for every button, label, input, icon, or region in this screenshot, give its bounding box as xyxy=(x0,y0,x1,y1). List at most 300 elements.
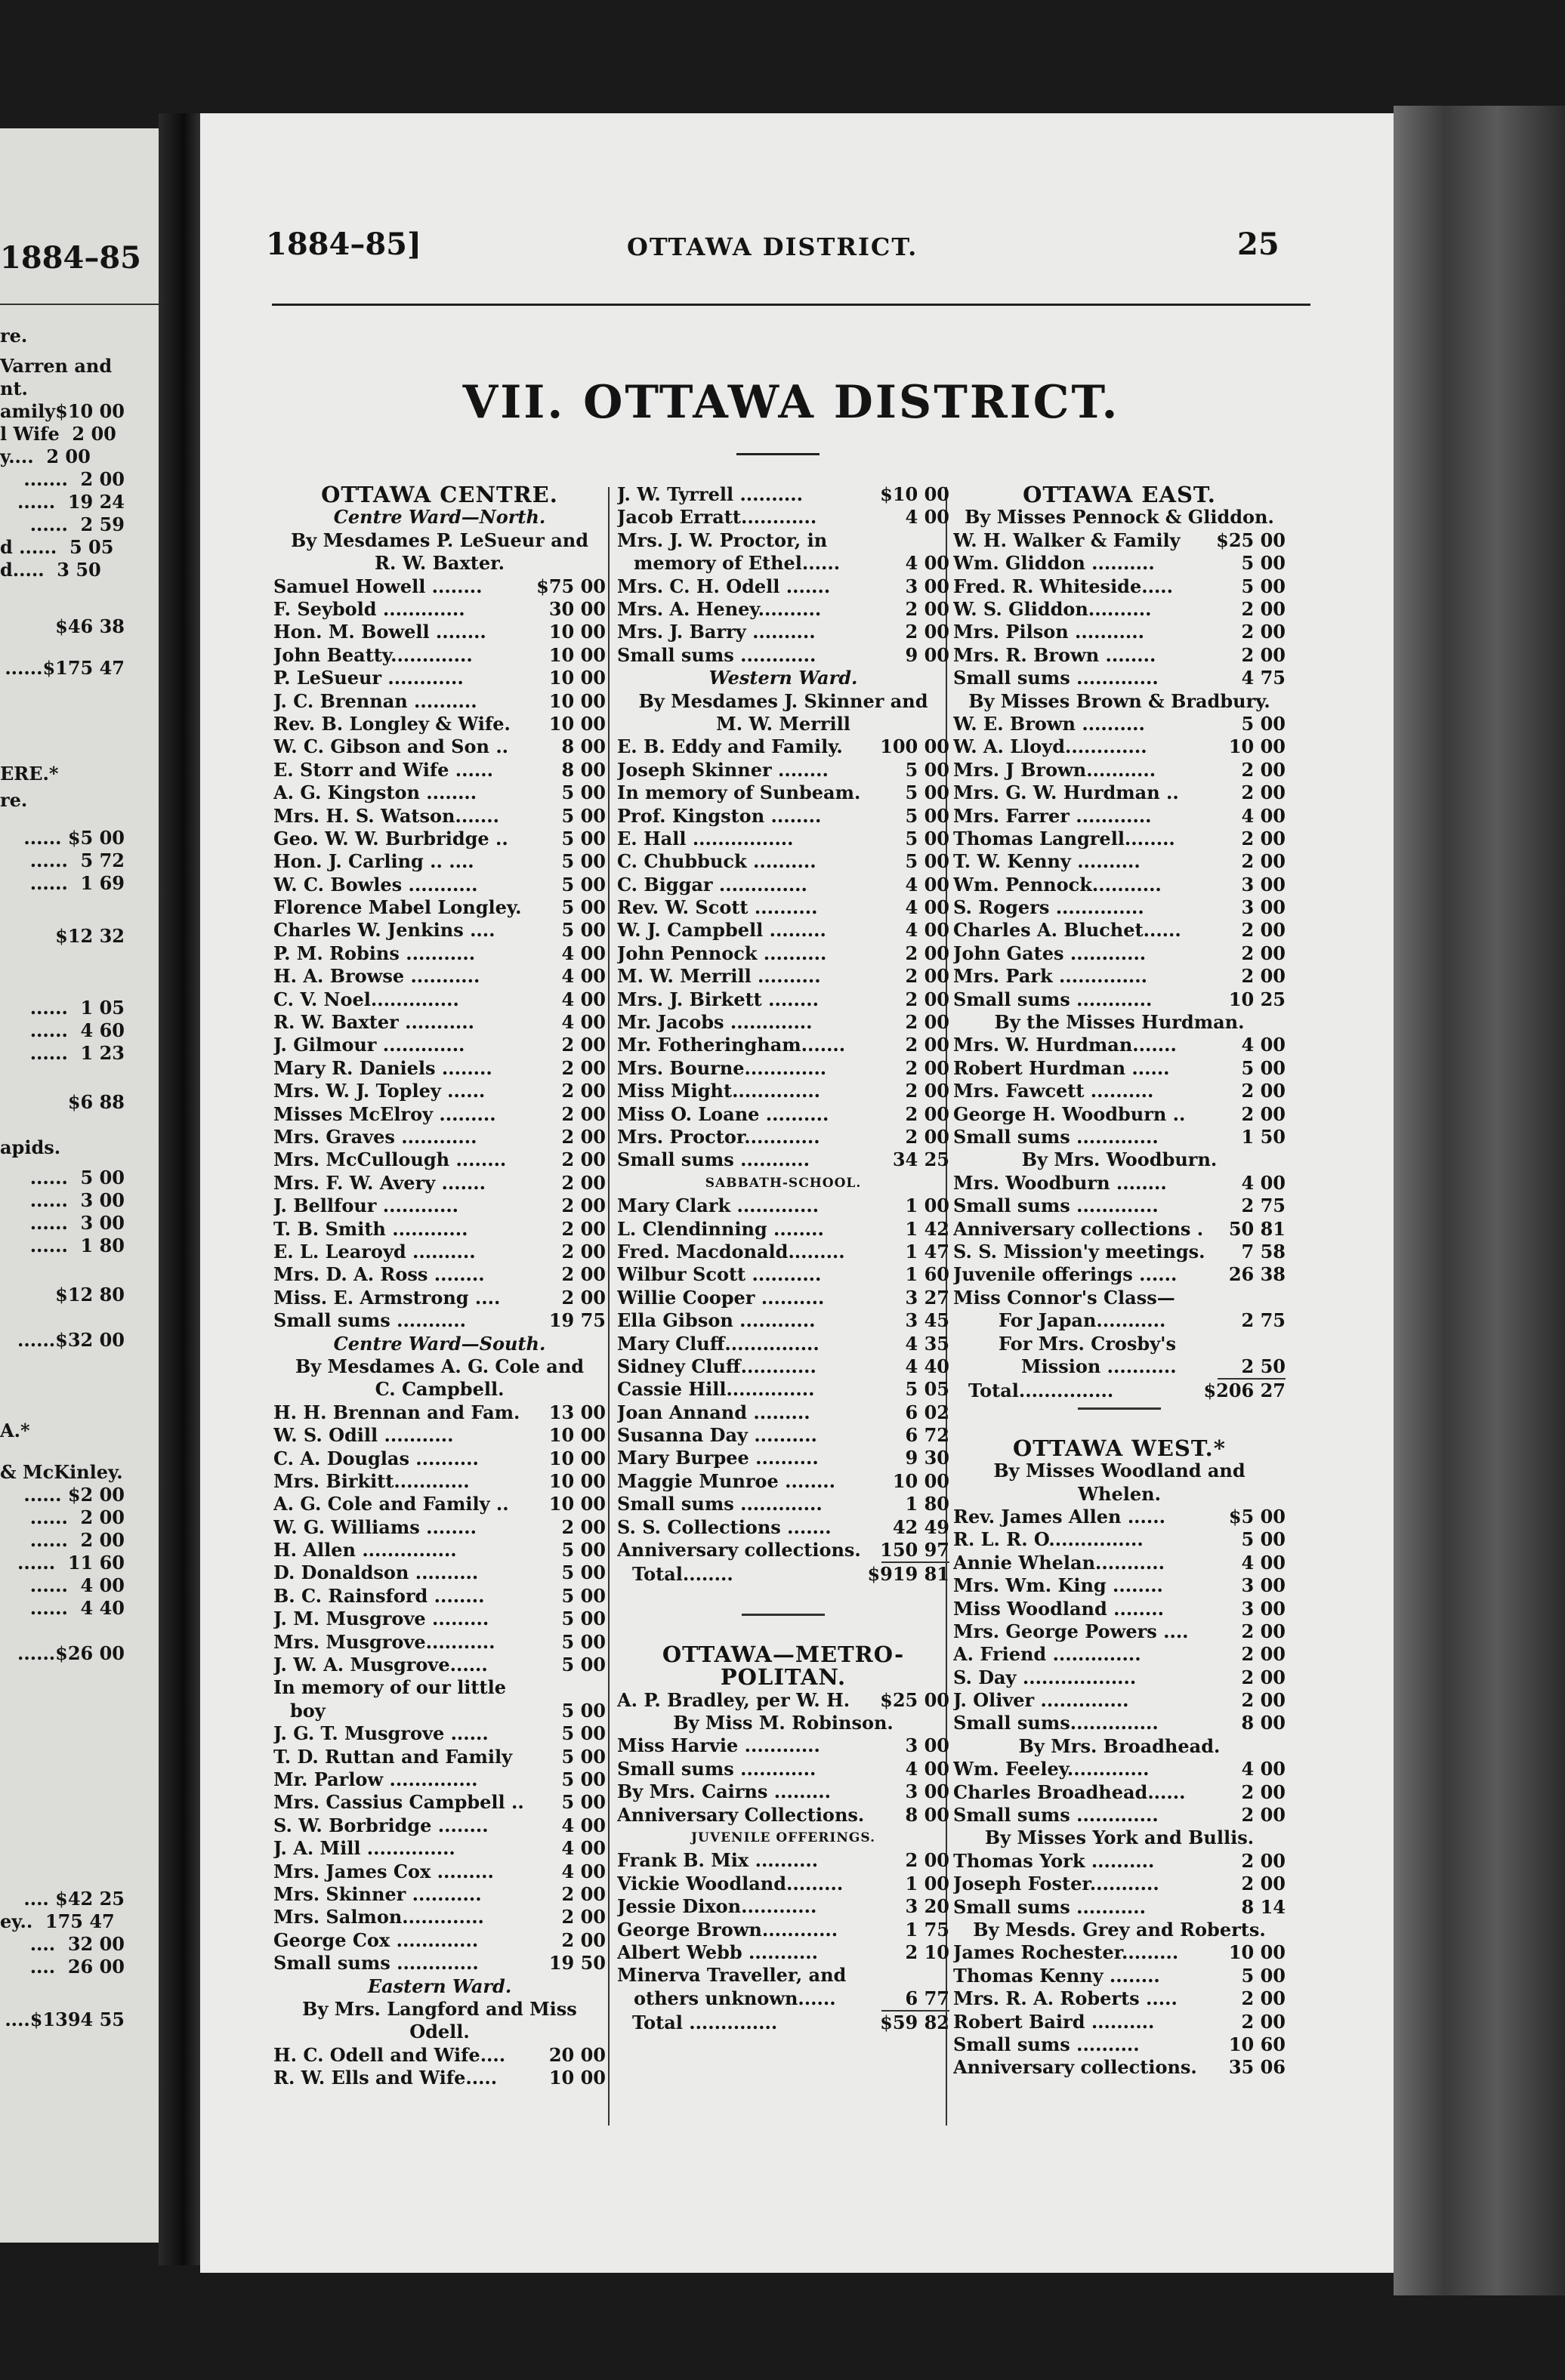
entry-name: Small sums ............. xyxy=(953,667,1159,689)
entry-amount: 2 00 xyxy=(1241,1643,1286,1666)
left-page-line: ....... 2 00 xyxy=(23,468,125,490)
entry-name: Samuel Howell ........ xyxy=(273,575,483,597)
entry-name: For Mrs. Crosby's xyxy=(999,1332,1177,1355)
entry-row xyxy=(953,1689,1286,1712)
entry-amount: 5 00 xyxy=(561,1699,606,1722)
entry-amount: 2 00 xyxy=(1241,621,1286,643)
entry-amount: 9 00 xyxy=(905,643,949,666)
entry-name: Small sums ............ xyxy=(953,988,1153,1010)
entry-name: Mrs. W. J. Topley ...... xyxy=(273,1080,486,1102)
entry-row xyxy=(617,1689,949,1712)
left-page-line: ...... 4 40 xyxy=(29,1597,125,1619)
entry-row xyxy=(273,1746,606,1768)
entry-name: Mrs. Proctor............ xyxy=(617,1126,820,1148)
entry-row xyxy=(617,483,949,506)
entry-amount: 150 97 xyxy=(880,1539,949,1561)
entry-name: Juvenile offerings ...... xyxy=(953,1263,1178,1286)
entry-row xyxy=(273,1516,606,1539)
entry-row xyxy=(273,805,606,828)
entry-amount: 5 00 xyxy=(905,758,949,781)
entry-name: Annie Whelan........... xyxy=(953,1551,1165,1574)
entry-amount: 5 00 xyxy=(561,827,606,849)
entry-name: Joseph Foster........... xyxy=(953,1873,1159,1895)
entry-amount: 5 00 xyxy=(561,850,606,873)
collector-line: By Mesds. Grey and Roberts. xyxy=(973,1919,1266,1941)
entry-row xyxy=(273,1585,606,1608)
entry-amount: 5 00 xyxy=(1241,712,1286,735)
entry-amount: 5 00 xyxy=(561,782,606,804)
left-page-line: ......$175 47 xyxy=(5,657,125,679)
entry-amount: 8 00 xyxy=(561,758,606,781)
entry-amount: 5 00 xyxy=(561,919,606,942)
entry-amount: 4 75 xyxy=(1241,667,1286,689)
entry-amount: 10 00 xyxy=(548,1424,606,1447)
total-row xyxy=(617,2012,949,2034)
entry-name: In memory of our little xyxy=(273,1676,506,1699)
entry-name: S. Day .................. xyxy=(953,1666,1137,1688)
entry-row xyxy=(953,1941,1286,1964)
entry-row xyxy=(273,1080,606,1102)
entry-amount: 1 47 xyxy=(905,1240,949,1262)
entry-row xyxy=(953,1528,1286,1551)
header-left: 1884–85] xyxy=(266,227,421,262)
entry-row xyxy=(273,1539,606,1561)
section-heading: OTTAWA CENTRE. xyxy=(321,482,558,507)
entry-amount: 10 60 xyxy=(1228,2033,1286,2055)
entry-name: George Brown............ xyxy=(617,1918,838,1941)
section-rule xyxy=(1078,1407,1161,1410)
section-subheading: JUVENILE OFFERINGS. xyxy=(691,1830,875,1846)
entry-name: Mrs. Bourne............. xyxy=(617,1056,827,1079)
left-page-rule xyxy=(0,304,159,305)
entry-name: Mrs. H. S. Watson....... xyxy=(273,804,499,827)
entry-amount: 6 77 xyxy=(905,1987,949,2009)
entry-amount: 50 81 xyxy=(1228,1217,1286,1240)
column-2 xyxy=(617,483,949,2035)
entry-name: L. Clendinning ........ xyxy=(617,1217,824,1240)
entry-amount: 4 00 xyxy=(561,1814,606,1836)
entry-row xyxy=(953,1552,1286,1574)
book-gutter xyxy=(159,113,200,2265)
entry-name: Mrs. J Brown........... xyxy=(953,758,1156,781)
entry-amount: 10 00 xyxy=(548,643,606,666)
entry-name: Rev. B. Longley & Wife. xyxy=(273,712,511,735)
entry-row xyxy=(273,735,606,758)
entry-row xyxy=(273,965,606,988)
entry-name: Mary R. Daniels ........ xyxy=(273,1056,492,1079)
entry-name: Susanna Day .......... xyxy=(617,1424,817,1447)
entry-name: memory of Ethel...... xyxy=(634,552,841,575)
entry-row xyxy=(617,575,949,598)
entry-name: Jacob Erratt............ xyxy=(617,506,817,529)
total-amount: $59 82 xyxy=(880,2012,949,2034)
entry-name: J. W. A. Musgrove...... xyxy=(273,1654,488,1676)
entry-row xyxy=(273,1768,606,1791)
total-label: Total........ xyxy=(632,1563,733,1586)
entry-row xyxy=(617,1263,949,1286)
entry-row xyxy=(273,1700,606,1722)
entry-row xyxy=(617,1804,949,1827)
collector-line: C. Campbell. xyxy=(375,1378,505,1401)
entry-name: Thomas York .......... xyxy=(953,1849,1155,1872)
entry-name: J. G. T. Musgrove ...... xyxy=(273,1722,489,1745)
entry-name: Wilbur Scott ........... xyxy=(617,1263,822,1286)
entry-row xyxy=(953,529,1286,552)
entry-name: J. Bellfour ............ xyxy=(273,1195,459,1217)
left-page-line: ...... 11 60 xyxy=(17,1552,125,1574)
entry-amount: 2 00 xyxy=(1241,782,1286,804)
entry-row xyxy=(617,1333,949,1355)
entry-amount: 5 00 xyxy=(561,1561,606,1584)
entry-row xyxy=(953,735,1286,758)
left-page-line: ...... 3 00 xyxy=(29,1212,125,1234)
entry-name: Joan Annand ......... xyxy=(617,1401,810,1423)
entry-row xyxy=(273,644,606,667)
entry-amount: 4 00 xyxy=(561,1011,606,1034)
entry-row xyxy=(617,1103,949,1126)
entry-row xyxy=(273,1011,606,1034)
entry-name: Charles A. Bluchet...... xyxy=(953,919,1181,942)
entry-name: W. G. Williams ........ xyxy=(273,1515,477,1538)
entry-amount: 10 00 xyxy=(1228,1941,1286,1964)
entry-amount: 2 00 xyxy=(905,1034,949,1056)
entry-name: E. Storr and Wife ...... xyxy=(273,758,493,781)
entry-amount: 4 00 xyxy=(1241,1171,1286,1194)
entry-row xyxy=(273,1906,606,1928)
entry-amount: 5 00 xyxy=(1241,1964,1286,1987)
entry-amount: 4 00 xyxy=(1241,1551,1286,1574)
entry-name: P. LeSueur ............ xyxy=(273,667,464,689)
left-page-line: l Wife 2 00 xyxy=(0,423,116,445)
left-page-line: A.* xyxy=(0,1420,30,1441)
entry-name: Mr. Jacobs ............. xyxy=(617,1011,813,1034)
left-page-line: .... $42 25 xyxy=(23,1888,125,1910)
entry-amount: 1 75 xyxy=(905,1918,949,1941)
entry-amount: 2 00 xyxy=(561,1080,606,1102)
entry-name: S. Rogers .............. xyxy=(953,896,1144,919)
entry-name: S. W. Borbridge ........ xyxy=(273,1814,489,1836)
entry-row xyxy=(273,1195,606,1217)
entry-row xyxy=(273,1401,606,1424)
entry-row xyxy=(273,1493,606,1515)
entry-amount: 3 00 xyxy=(1241,896,1286,919)
entry-name: Mrs. C. H. Odell ....... xyxy=(617,575,831,597)
entry-name: T. D. Ruttan and Family xyxy=(273,1745,513,1768)
left-page-line: ...... 19 24 xyxy=(17,491,125,513)
entry-amount: 4 00 xyxy=(1241,1034,1286,1056)
entry-amount: 10 00 xyxy=(548,689,606,712)
entry-row xyxy=(617,1378,949,1401)
entry-row xyxy=(953,965,1286,988)
entry-row xyxy=(617,552,949,575)
entry-amount: 8 14 xyxy=(1241,1895,1286,1918)
entry-amount: 5 00 xyxy=(561,1654,606,1676)
entry-name: C. A. Douglas .......... xyxy=(273,1447,479,1469)
left-page-line: d..... 3 50 xyxy=(0,559,101,581)
entry-name: Mr. Fotheringham....... xyxy=(617,1034,846,1056)
entry-amount: 2 00 xyxy=(905,1102,949,1125)
entry-name: Fred. R. Whiteside..... xyxy=(953,575,1174,597)
entry-amount: 3 00 xyxy=(1241,1597,1286,1620)
entry-name: Charles W. Jenkins .... xyxy=(273,919,495,942)
entry-amount: 3 27 xyxy=(905,1286,949,1309)
left-page-line: ...... 1 23 xyxy=(29,1042,125,1064)
entry-name: Small sums ............. xyxy=(953,1195,1159,1217)
entry-amount: 2 00 xyxy=(561,1217,606,1240)
entry-amount: 4 00 xyxy=(905,919,949,942)
entry-row xyxy=(273,1424,606,1447)
entry-name: Small sums .......... xyxy=(953,2033,1140,2055)
entry-name: Mrs. Cassius Campbell .. xyxy=(273,1791,524,1814)
entry-amount: 5 00 xyxy=(561,896,606,919)
left-page-line: amily$10 00 xyxy=(0,400,125,422)
entry-row xyxy=(617,1873,949,1895)
entry-name: Mrs. Pilson ........... xyxy=(953,621,1144,643)
entry-row xyxy=(953,1804,1286,1827)
ward-heading: Centre Ward—South. xyxy=(333,1332,546,1355)
entry-name: Anniversary collections . xyxy=(953,1217,1204,1240)
page-number: 25 xyxy=(1237,227,1279,262)
entry-amount: 2 00 xyxy=(905,621,949,643)
entry-name: Mrs. Fawcett .......... xyxy=(953,1080,1154,1102)
entry-amount: 2 00 xyxy=(561,1056,606,1079)
entry-amount: 26 38 xyxy=(1228,1263,1286,1286)
entry-name: Ella Gibson ............ xyxy=(617,1309,816,1332)
entry-name: Mrs. G. W. Hurdman .. xyxy=(953,782,1179,804)
entry-name: Mrs. R. Brown ........ xyxy=(953,643,1156,666)
entry-row xyxy=(953,575,1286,598)
entry-row xyxy=(617,644,949,667)
entry-amount: 10 00 xyxy=(1228,735,1286,758)
header-rule xyxy=(272,304,1310,306)
entry-name: A. P. Bradley, per W. H. xyxy=(617,1688,850,1711)
entry-amount: 2 00 xyxy=(1241,1102,1286,1125)
entry-row xyxy=(273,1034,606,1056)
total-amount: $919 81 xyxy=(867,1563,949,1586)
entry-amount: 4 35 xyxy=(905,1332,949,1355)
entry-amount: 5 00 xyxy=(561,1791,606,1814)
entry-amount: 34 25 xyxy=(892,1148,949,1171)
entry-amount: 5 00 xyxy=(905,827,949,849)
entry-amount: 2 00 xyxy=(1241,597,1286,620)
entry-amount: 2 10 xyxy=(905,1941,949,1963)
spacer xyxy=(617,1586,949,1609)
left-page-line: d ...... 5 05 xyxy=(0,536,114,558)
entry-name: W. S. Gliddon.......... xyxy=(953,597,1152,620)
entry-amount: 35 06 xyxy=(1228,2056,1286,2079)
entry-row xyxy=(617,1241,949,1263)
entry-row xyxy=(953,598,1286,621)
entry-amount: 5 00 xyxy=(1241,575,1286,597)
entry-amount: 10 00 xyxy=(548,1493,606,1515)
entry-amount: 2 00 xyxy=(561,1148,606,1171)
page-title: VII. OTTAWA DISTRICT. xyxy=(462,376,1120,429)
entry-row xyxy=(953,2056,1286,2079)
entry-amount: 4 00 xyxy=(561,965,606,988)
entry-name: S. S. Mission'y meetings. xyxy=(953,1240,1205,1262)
entry-row xyxy=(953,644,1286,667)
entry-row xyxy=(953,1712,1286,1734)
left-page-line: Varren and xyxy=(0,355,113,377)
entry-row xyxy=(617,1355,949,1378)
entry-name: Mrs. McCullough ........ xyxy=(273,1148,507,1171)
entry-name: John Beatty............. xyxy=(273,643,473,666)
entry-amount: 6 72 xyxy=(905,1424,949,1447)
entry-name: Wm. Pennock........... xyxy=(953,873,1162,896)
entry-amount: 5 00 xyxy=(561,1768,606,1790)
entry-row xyxy=(617,919,949,942)
entry-amount: 4 00 xyxy=(905,506,949,529)
entry-row xyxy=(953,1620,1286,1643)
entry-row xyxy=(273,828,606,850)
entry-name: Mrs. J. Birkett ........ xyxy=(617,988,819,1010)
entry-name: Mrs. F. W. Avery ....... xyxy=(273,1171,486,1194)
entry-name: Maggie Munroe ........ xyxy=(617,1469,836,1492)
entry-amount: 4 00 xyxy=(561,1837,606,1860)
entry-row xyxy=(953,1643,1286,1666)
entry-name: Anniversary collections. xyxy=(617,1539,861,1561)
entry-name: Mrs. Wm. King ........ xyxy=(953,1574,1163,1597)
entry-name: Thomas Kenny ........ xyxy=(953,1964,1160,1987)
entry-row xyxy=(617,735,949,758)
collector-line: By Misses Brown & Bradbury. xyxy=(968,689,1270,712)
total-label: Total .............. xyxy=(632,2012,778,2034)
entry-amount: 2 00 xyxy=(905,597,949,620)
entry-row xyxy=(617,828,949,850)
entry-amount: 2 00 xyxy=(561,1240,606,1262)
entry-name: W. C. Gibson and Son .. xyxy=(273,735,509,758)
entry-row xyxy=(953,1263,1286,1286)
entry-amount: 3 00 xyxy=(1241,1574,1286,1597)
collector-line: Odell. xyxy=(409,2021,470,2043)
entry-row xyxy=(953,782,1286,804)
entry-name: E. L. Learoyd .......... xyxy=(273,1240,476,1262)
header-center: OTTAWA DISTRICT. xyxy=(627,233,918,261)
column-divider xyxy=(608,487,610,2126)
entry-row xyxy=(617,506,949,529)
entry-row xyxy=(617,782,949,804)
entry-row xyxy=(617,1987,949,2010)
ward-heading: Eastern Ward. xyxy=(367,1975,512,1997)
entry-row xyxy=(617,1195,949,1217)
entry-row xyxy=(273,713,606,735)
left-page-line: $12 80 xyxy=(55,1284,125,1306)
entry-name: Mrs. Graves ............ xyxy=(273,1126,477,1148)
entry-row xyxy=(273,1929,606,1952)
entry-amount: 5 00 xyxy=(561,1745,606,1768)
entry-row xyxy=(273,1148,606,1171)
entry-amount: 2 00 xyxy=(561,1034,606,1056)
left-page-line: ...... 1 69 xyxy=(29,872,125,894)
entry-row xyxy=(953,1355,1286,1378)
entry-amount: 5 00 xyxy=(561,1722,606,1745)
entry-amount: 2 00 xyxy=(1241,919,1286,942)
entry-name: M. W. Merrill .......... xyxy=(617,965,821,988)
left-page-line: re. xyxy=(0,325,28,347)
entry-row xyxy=(617,874,949,896)
entry-name: J. Gilmour ............. xyxy=(273,1034,465,1056)
entry-row xyxy=(273,1791,606,1814)
entry-row xyxy=(273,690,606,713)
entry-name: T. B. Smith ............ xyxy=(273,1217,468,1240)
entry-row xyxy=(953,1781,1286,1804)
entry-name: Mrs. Park .............. xyxy=(953,965,1147,988)
left-page-header: 1884–85 xyxy=(0,240,141,276)
entry-row xyxy=(273,1883,606,1906)
entry-row xyxy=(617,1734,949,1757)
entry-row xyxy=(953,1034,1286,1056)
left-page-line: ERE.* xyxy=(0,763,59,785)
total-label: Total............... xyxy=(968,1380,1114,1402)
entry-amount: 4 00 xyxy=(1241,804,1286,827)
entry-row xyxy=(953,713,1286,735)
column-3 xyxy=(953,483,1286,2079)
section-heading: POLITAN. xyxy=(720,1664,847,1691)
entry-amount: 2 00 xyxy=(905,988,949,1010)
entry-row xyxy=(273,1241,606,1263)
entry-row xyxy=(953,1850,1286,1873)
entry-amount: 2 00 xyxy=(905,1080,949,1102)
entry-row xyxy=(953,1896,1286,1919)
entry-amount: 2 00 xyxy=(561,1928,606,1951)
entry-amount: 2 00 xyxy=(561,1195,606,1217)
entry-amount: 2 75 xyxy=(1241,1195,1286,1217)
entry-amount: 20 00 xyxy=(548,2043,606,2066)
entry-row xyxy=(953,1241,1286,1263)
entry-row xyxy=(273,1447,606,1470)
entry-row xyxy=(953,1873,1286,1895)
entry-row xyxy=(273,988,606,1011)
entry-row xyxy=(953,1309,1286,1332)
entry-row xyxy=(273,1309,606,1332)
left-page-line: ...... $5 00 xyxy=(23,827,125,849)
entry-name: Anniversary collections. xyxy=(953,2056,1197,2079)
entry-name: Small sums ........... xyxy=(273,1309,466,1332)
entry-row xyxy=(273,1287,606,1309)
entry-name: James Rochester......... xyxy=(953,1941,1179,1964)
ward-heading: Western Ward. xyxy=(708,667,858,689)
entry-name: Jessie Dixon............ xyxy=(617,1895,817,1918)
entry-name: R. L. R. O............... xyxy=(953,1528,1144,1551)
entry-amount: 10 00 xyxy=(548,2067,606,2089)
entry-amount: 13 00 xyxy=(548,1401,606,1423)
collector-line: By Miss M. Robinson. xyxy=(673,1712,894,1734)
left-page-line: ...... 1 05 xyxy=(29,997,125,1019)
entry-row xyxy=(953,942,1286,965)
entry-amount: 100 00 xyxy=(880,735,949,758)
entry-name: H. A. Browse ........... xyxy=(273,965,480,988)
entry-row xyxy=(953,621,1286,643)
left-page-line: ...... 1 80 xyxy=(29,1235,125,1256)
entry-name: Mrs. Salmon............. xyxy=(273,1906,484,1928)
entry-name: W. E. Brown .......... xyxy=(953,712,1145,735)
entry-name: Vickie Woodland......... xyxy=(617,1872,844,1894)
entry-row xyxy=(617,1034,949,1056)
total-amount: $206 27 xyxy=(1203,1380,1286,1402)
entry-row xyxy=(273,1631,606,1654)
entry-row xyxy=(953,1758,1286,1780)
entry-row xyxy=(953,2011,1286,2033)
entry-row xyxy=(273,667,606,689)
entry-name: Minerva Traveller, and xyxy=(617,1964,847,1987)
entry-row xyxy=(617,1919,949,1941)
entry-row xyxy=(273,1172,606,1195)
entry-row xyxy=(273,1952,606,1975)
entry-name: Miss Harvie ............ xyxy=(617,1734,820,1757)
entry-row xyxy=(953,1598,1286,1620)
entry-name: J. C. Brennan .......... xyxy=(273,689,477,712)
entry-amount: 2 00 xyxy=(905,1849,949,1872)
